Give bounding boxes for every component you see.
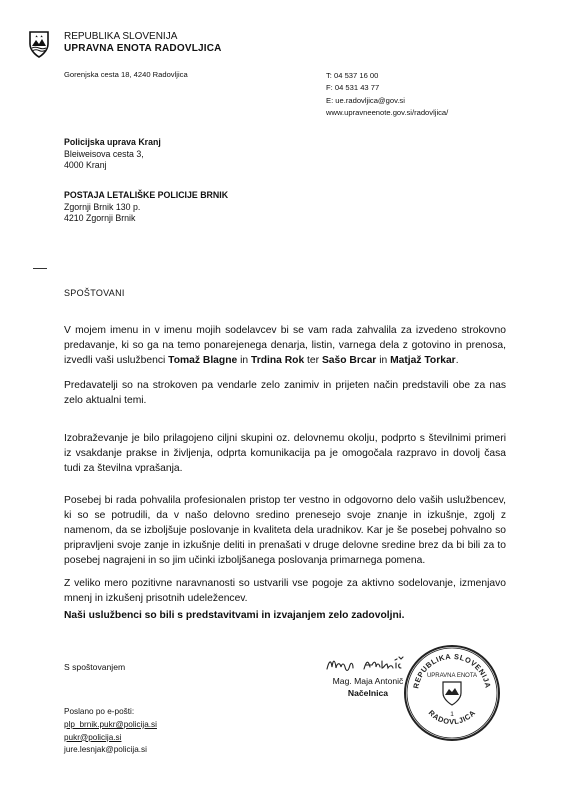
stamp-top-text: REPUBLIKA SLOVENIJA	[411, 651, 493, 690]
sent-via-label: Poslano po e-pošti:	[64, 707, 135, 716]
official-stamp	[402, 643, 502, 743]
letterhead-web: www.upravneenote.gov.si/radovljica/	[326, 108, 449, 118]
officer-name: Trdina Rok	[250, 355, 305, 366]
recipient-name: POSTAJA LETALIŠKE POLICIJE BRNIK	[64, 190, 229, 200]
svg-text:★: ★	[35, 34, 39, 39]
letterhead-contact	[326, 70, 448, 120]
letterhead-phone: T: 04 537 16 00	[326, 71, 379, 80]
letterhead-office: UPRAVNA ENOTA RADOVLJICA	[64, 43, 222, 54]
letterhead-republic: REPUBLIKA SLOVENIJA	[64, 31, 178, 42]
recipient-line: 4000 Kranj	[64, 160, 107, 170]
paragraph-2: Predavatelji so na strokoven pa vendarle zelo zanimiv in prijeten način predstavili obe za nas zelo aktualni temi.	[64, 380, 506, 406]
letterhead-address: Gorenjska cesta 18, 4240 Radovljica	[64, 70, 188, 79]
recipient-line: Zgornji Brnik 130 p.	[64, 201, 141, 212]
svg-text:REPUBLIKA SLOVENIJA	[411, 652, 492, 689]
officer-name: Tomaž Blagne	[168, 355, 238, 366]
connector: in	[376, 355, 391, 366]
letterhead-email: E: ue.radovljica@gov.si	[326, 95, 405, 105]
signer-name: Mag. Maja Antonič	[332, 676, 404, 686]
paragraph-3: Izobraževanje je bilo prilagojeno ciljni skupini oz. delovnemu okolju, podprto s številnimi primeri iz vsakdanje prakse in življenja, odprta komunikacija pa je omogočala razpravo in dovolj časa tudi za številna vprašanja.	[64, 433, 506, 474]
stamp-middle-text: UPRAVNA ENOTA	[426, 673, 478, 679]
officer-name: Matjaž Torkar	[390, 355, 456, 366]
recipient-line: Bleiweisova cesta 3,	[64, 148, 144, 159]
connector: .	[455, 355, 459, 366]
paragraph-6: Naši uslužbenci so bili s predstavitvami in izvajanjem zelo zadovoljni.	[64, 610, 405, 621]
paragraph-1	[64, 323, 506, 368]
recipient-name: Policijska uprava Kranj	[64, 137, 161, 147]
recipient-block-1	[64, 137, 161, 172]
officer-name: Sašo Brcar	[321, 355, 377, 366]
email-link[interactable]: pukr@policija.si	[64, 732, 122, 742]
coat-of-arms-icon	[28, 31, 50, 59]
stamp-number: 1	[450, 711, 454, 718]
paragraph-1-text: V mojem imenu in v imenu mojih sodelavcev bi se vam rada zahvalila za izvedeno strokovno predavanje, ki so ga na temo ponarejenega denarja, listin, varnega dela z gotovino in prenosa, izvedli vaši uslužbenci	[64, 325, 506, 366]
greeting: SPOŠTOVANI	[64, 288, 125, 298]
recipient-block-2	[64, 190, 228, 225]
svg-text:★: ★	[40, 34, 44, 39]
paragraph-5: Z veliko mero pozitivne naravnanosti so ustvarili vse pogoje za aktivno sodelovanje, izmenjavo mnenj in izkušenj prisotnih udeležencev.	[64, 578, 506, 604]
email-link[interactable]: plp_brnik.pukr@policija.si	[64, 719, 157, 729]
email-link[interactable]: jure.lesnjak@policija.si	[64, 745, 147, 755]
letterhead-fax: F: 04 531 43 77	[326, 83, 380, 93]
stamp-bottom-text: RADOVLJICA	[426, 708, 478, 727]
signer-title: Načelnica	[347, 688, 389, 698]
sent-via-block	[64, 706, 157, 757]
fold-mark	[33, 268, 47, 269]
connector: in	[237, 355, 251, 366]
letterhead-name	[64, 31, 222, 55]
recipient-line: 4210 Zgornji Brnik	[64, 213, 136, 223]
connector: ter	[304, 355, 322, 366]
closing: S spoštovanjem	[64, 662, 126, 672]
paragraph-4: Posebej bi rada pohvalila profesionalen pristop ter vestno in odgovorno delo vaših uslužbencev, ki so se potrudili, da v našo delovno sredino prenesejo svoje znanje in izkušnje, zgolj z namenom, da se izboljšuje poslovanje in kvaliteta dela uradnikov. Kar je še posebej pohvalno so pripravljeni svoje zanje in izkušnje deliti in prenašati v druge delovne sredine brez da bi bili za to posebej nagrajeni in so jim učinki izboljšanega poslovanja primarnega pomena.	[64, 495, 506, 566]
